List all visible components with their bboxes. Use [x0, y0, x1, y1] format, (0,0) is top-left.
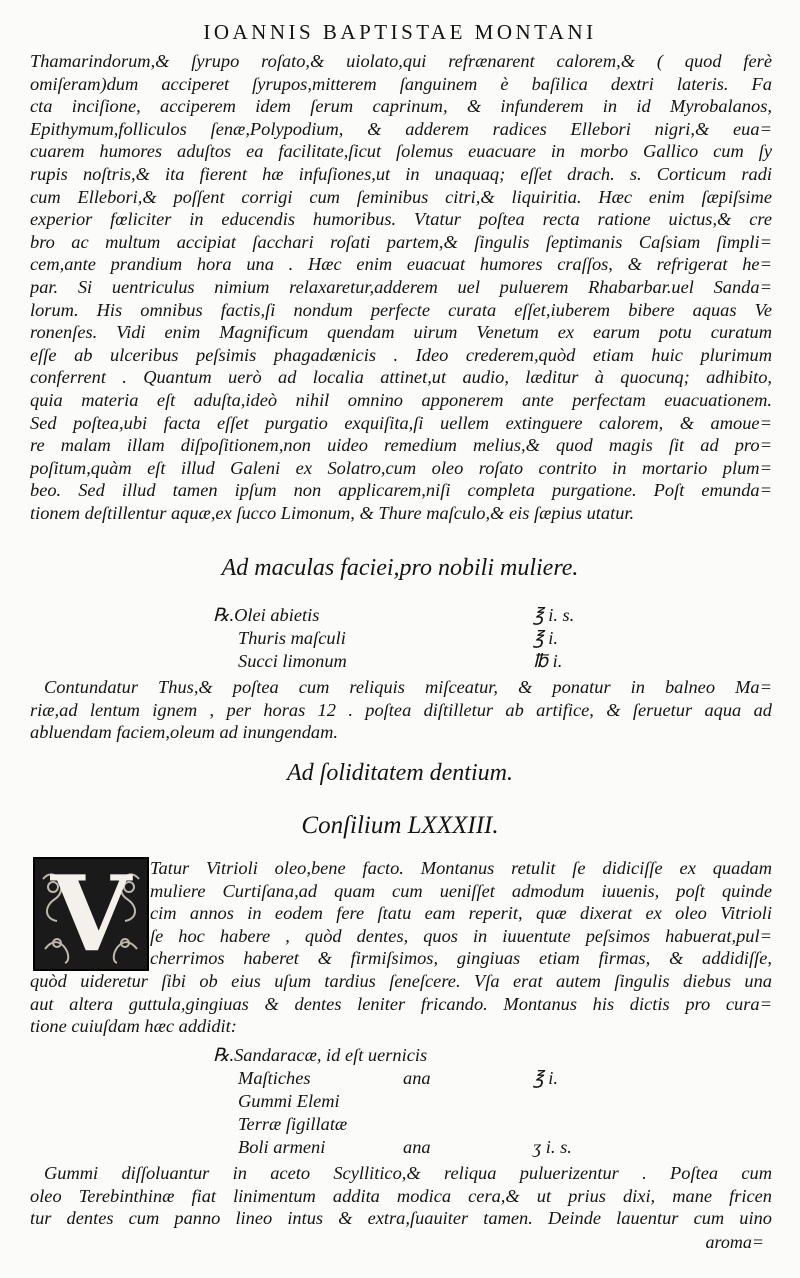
text-line: experior fœliciter in educendis humoribus. Vtatur poſtea recta ratione uictus,& cre — [30, 209, 772, 230]
paragraph-1 — [30, 50, 772, 524]
recipe-quantity: ℥ i. — [533, 628, 558, 648]
text-line: cum Ellebori,& poſſent corrigi cum ſeminibus citri,& liquiritia. Hæc enim ſæpiſsime — [30, 186, 772, 207]
recipe-item — [213, 1090, 663, 1113]
initial-letter: V — [50, 852, 132, 975]
text-line: rupis noſtris,& ita fierent hæ infuſiones,ut in unaquaq; eſſet drach. s. Corticum radi — [30, 163, 772, 184]
recipe-item — [213, 604, 633, 627]
paragraph-4 — [30, 1162, 772, 1230]
paragraph-3-drop — [150, 857, 772, 970]
text-line: abluendam faciem,oleum ad inungendam. — [30, 722, 338, 743]
recipe-ingredient: Boli armeni — [238, 1137, 326, 1157]
text-line: Tatur Vitrioli oleo,bene facto. Montanus retulit ſe didiciſſe ex quadam — [150, 858, 772, 878]
recipe-quantity: ℥ i. s. — [533, 605, 575, 625]
text-line: Contundatur Thus,& poſtea cum reliquis miſceatur, & ponatur in balneo Ma= — [44, 677, 772, 697]
text-line: par. Si uentriculus nimium relaxaretur,adderem uel puluerem Rhabarbar.uel Sanda= — [30, 276, 772, 297]
recipe-ingredient: Terræ ſigillatæ — [238, 1114, 348, 1134]
text-line: aut altera guttula,gingiuas & dentes leniter fricando. Montanus his dictis pro cura= — [30, 993, 772, 1014]
paragraph-2 — [30, 676, 772, 744]
text-line: cherrimos haberet & firmiſsimos, gingiuas etiam firmas, & addidiſſe, — [150, 948, 772, 969]
section-heading: Ad maculas faciei,pro nobili muliere. — [221, 555, 579, 581]
text-line: re malam illam diſpoſitionem,non uideo remedium melius,& quod magis ſit ad pro= — [30, 435, 772, 456]
text-line: omiſeram)dum acciperet ſyrupos,mitterem ſanguinem è baſilica dextri lateris. Fa — [30, 73, 772, 94]
recipe-item — [213, 1113, 663, 1136]
text-line: Thamarindorum,& ſyrupo roſato,& uiolato,qui refrænarent calorem,& ( quod ferè — [30, 51, 772, 71]
recipe-list — [213, 1044, 663, 1159]
recipe-ana: ana — [403, 1068, 431, 1088]
recipe-ingredient: ℞.Olei abietis — [213, 605, 320, 625]
text-line: beo. Sed illud tamen ipſum non applicarem,niſi completa purgatione. Poſt emunda= — [30, 480, 772, 501]
text-line: Sed poſtea,ubi facta eſſet purgatio exquiſita,ſi uellem extinguere calorem, & amoue= — [30, 412, 772, 433]
text-line: eſſe ab ulceribus peſsimis phagadænicis . Ideo crederem,quòd etiam huic plurimum — [30, 344, 772, 365]
recipe-ingredient: Succi limonum — [238, 651, 347, 671]
running-head: IOANNIS BAPTISTAE MONTANI — [203, 20, 597, 44]
text-line: tionem deſtillentur aquæ,ex ſucco Limonum, & Thure maſculo,& eis ſæpius utatur. — [30, 502, 635, 523]
text-line: quia materia eſt aduſta,ideò nihil omnino apponerem ante perfectam euacuationem. — [30, 389, 772, 410]
text-line: tur dentes cum panno lineo intus & extra,ſuauiter tamen. Deinde lauentur cum uino — [30, 1208, 772, 1229]
text-line: ronenſes. Vidi enim Magnificum quendam uirum Venetum ex earum potu curatum — [30, 322, 772, 343]
text-line: poſitum,quàm eſt illud Galeni ex Solatro,cum oleo roſato contrito in mortario plum= — [30, 457, 772, 478]
text-line: muliere Curtiſana,ad quam cum ueniſſet admodum iuuenis, poſt quinde — [150, 880, 772, 901]
text-line: cuarem humores aduſtos ea facilitate,ſicut ſolemus euacuare in morbo Gallico cum ſy — [30, 141, 772, 162]
recipe-item — [213, 1067, 663, 1090]
text-line: quòd uideretur ſibi ob eius uſum tardius ſeneſcere. Vſa erat autem ſingulis diebus una — [30, 971, 772, 991]
catchword: aroma= — [705, 1232, 764, 1252]
recipe-ana: ana — [403, 1137, 431, 1157]
text-line: ſe hoc habere , quòd dentes, quos in iuuentute peſsimos habuerat,pul= — [150, 925, 772, 946]
text-line: tione cuiuſdam hæc addidit: — [30, 1016, 237, 1037]
recipe-quantity: ʒ i. s. — [533, 1137, 572, 1157]
text-line: Epithymum,folliculos ſenæ,Polypodium, & adderem radices Ellebori nigri,& eua= — [30, 118, 772, 139]
text-line: oleo Terebinthinæ fiat linimentum addita modica cera,& ut prius dixi, mane fricen — [30, 1185, 772, 1206]
decorated-initial — [33, 852, 149, 975]
recipe-item — [213, 1044, 663, 1067]
text-line: conferrent . Quantum uerò ad localia attinet,ut audio, læditur à quocunq; adhibito, — [30, 367, 772, 388]
recipe-ingredient: ℞.Sandaracæ, id eſt uernicis — [213, 1045, 428, 1065]
text-line: cim annos in eodem fere ſtatu eam reperit, quæ dixerat ex oleo Vitrioli — [150, 903, 772, 924]
text-line: cem,ante prandium hora una . Hæc enim euacuat humores craſſos, & refrigerat he= — [30, 254, 772, 275]
recipe-item — [213, 650, 633, 673]
recipe-list — [213, 604, 633, 673]
text-line: cta inciſione, acciperem idem ſerum caprinum, & infunderem in id Myrobalanos, — [30, 96, 772, 117]
consilium-heading: Conſilium LXXXIII. — [301, 812, 499, 839]
recipe-item — [213, 1136, 663, 1159]
text-line: lorum. His omnibus factis,ſi nondum perfecte curata eſſet,iuberem bibere aquas Ve — [30, 299, 772, 320]
recipe-ingredient: Gummi Elemi — [238, 1091, 340, 1111]
section-heading: Ad ſoliditatem dentium. — [287, 760, 513, 786]
recipe-quantity: ℔ i. — [533, 651, 563, 671]
recipe-quantity: ℥ i. — [533, 1068, 558, 1088]
text-line: bro ac multum accipiat ſacchari roſati partem,& ſingulis ſeptimanis Caſsiam ſimpli= — [30, 231, 772, 252]
text-line: Gummi diſſoluantur in aceto Scyllitico,& reliqua puluerizentur . Poſtea cum — [44, 1163, 772, 1183]
recipe-ingredient: Maſtiches — [238, 1068, 311, 1088]
recipe-ingredient: Thuris maſculi — [238, 628, 346, 648]
text-line: riæ,ad lentum ignem , per horas 12 . poſtea diſtilletur ab artifice, & ſeruetur aqua ad — [30, 699, 772, 720]
paragraph-3 — [30, 970, 772, 1038]
recipe-item — [213, 627, 633, 650]
